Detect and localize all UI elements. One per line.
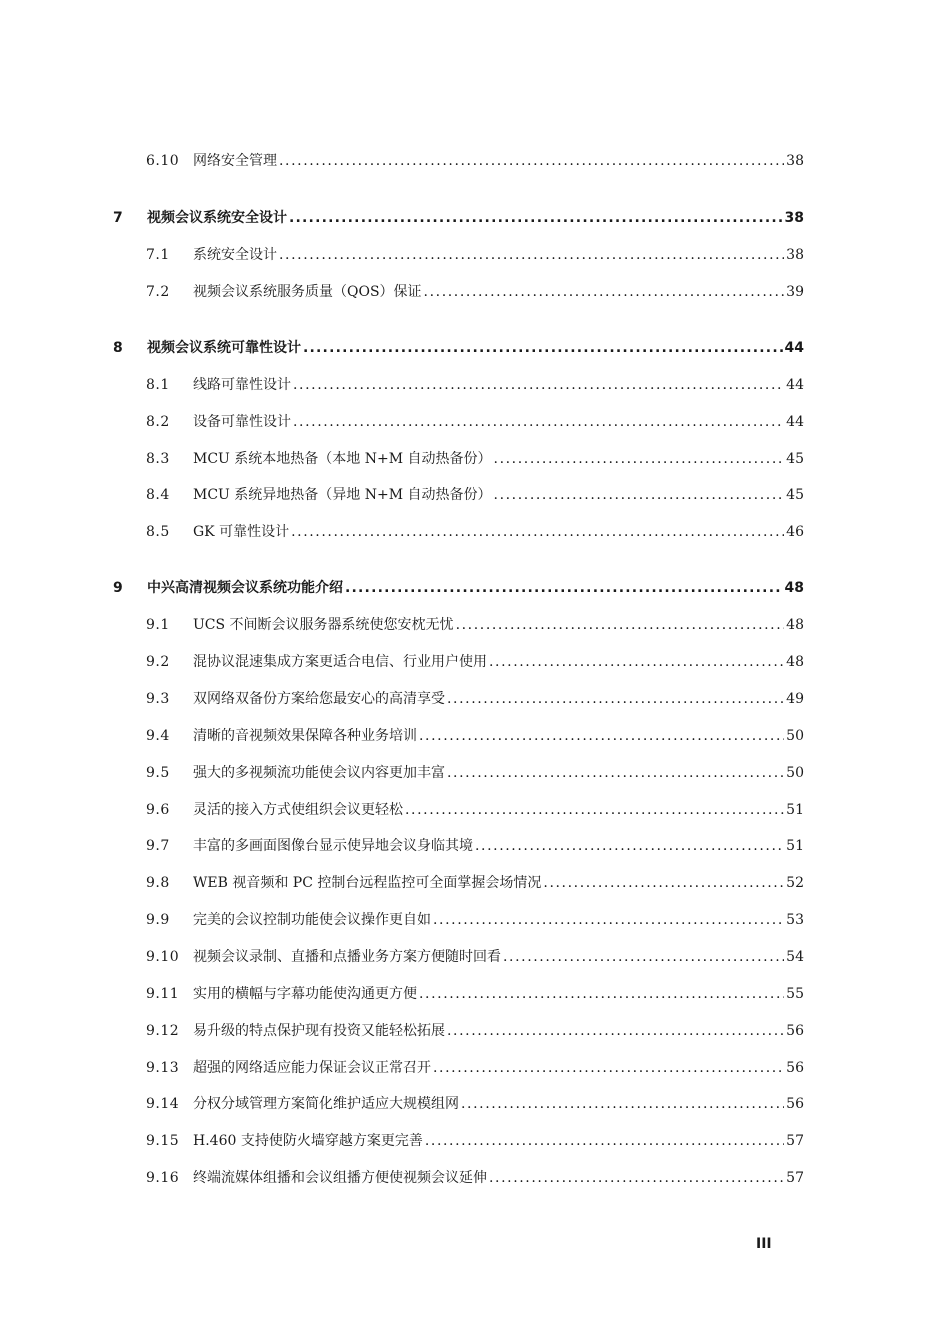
toc-entry-number: 9.12 <box>146 1023 180 1039</box>
toc-entry-page: 51 <box>786 838 804 854</box>
toc-chapter-entry[interactable] <box>113 208 804 228</box>
toc-section-entry[interactable] <box>146 689 804 709</box>
toc-entry-page: 50 <box>786 765 804 781</box>
toc-entry-page: 57 <box>786 1133 804 1149</box>
toc-leader-dots <box>303 338 783 358</box>
toc-entry-page: 45 <box>786 487 804 503</box>
toc-entry-title: 强大的多视频流功能使会议内容更加丰富 <box>193 765 445 781</box>
toc-leader-dots <box>503 947 784 967</box>
toc-leader-dots <box>489 1168 784 1188</box>
toc-entry-number: 6.10 <box>146 153 180 169</box>
toc-leader-dots <box>447 763 784 783</box>
toc-section-entry[interactable] <box>146 1094 804 1114</box>
toc-entry-number: 8.2 <box>146 414 170 430</box>
toc-chapter-entry[interactable] <box>113 338 804 358</box>
toc-leader-dots <box>279 151 784 171</box>
toc-leader-dots <box>543 873 784 893</box>
toc-entry-page: 38 <box>786 153 804 169</box>
toc-entry-page: 44 <box>784 340 804 356</box>
toc-leader-dots <box>293 412 784 432</box>
toc-entry-page: 38 <box>784 210 804 226</box>
toc-leader-dots <box>494 449 784 469</box>
toc-section-entry[interactable] <box>146 449 804 469</box>
toc-entry-title: 网络安全管理 <box>193 153 277 169</box>
toc-entry-title: MCU 系统异地热备（异地 N+M 自动热备份） <box>193 487 492 503</box>
toc-leader-dots <box>489 652 784 672</box>
toc-entry-title: 清晰的音视频效果保障各种业务培训 <box>193 728 417 744</box>
toc-leader-dots <box>447 689 784 709</box>
toc-entry-title: 设备可靠性设计 <box>193 414 291 430</box>
toc-section-entry[interactable] <box>146 245 804 265</box>
toc-entry-title: 线路可靠性设计 <box>193 377 291 393</box>
toc-entry-page: 56 <box>786 1096 804 1112</box>
toc-leader-dots <box>475 836 784 856</box>
toc-entry-page: 57 <box>786 1170 804 1186</box>
toc-entry-number: 8.3 <box>146 451 170 467</box>
toc-entry-number: 7.2 <box>146 284 170 300</box>
toc-leader-dots <box>291 522 784 542</box>
toc-section-entry[interactable] <box>146 615 804 635</box>
toc-entry-page: 39 <box>786 284 804 300</box>
toc-leader-dots <box>419 726 784 746</box>
toc-entry-title: 混协议混速集成方案更适合电信、行业用户使用 <box>193 654 487 670</box>
toc-section-entry[interactable] <box>146 836 804 856</box>
toc-leader-dots <box>424 282 784 302</box>
toc-entry-number: 9.14 <box>146 1096 180 1112</box>
toc-entry-number: 9.8 <box>146 875 170 891</box>
toc-entry-number: 9.9 <box>146 912 170 928</box>
toc-entry-page: 46 <box>786 524 804 540</box>
toc-entry-title: 易升级的特点保护现有投资又能轻松拓展 <box>193 1023 445 1039</box>
toc-leader-dots <box>425 1131 784 1151</box>
toc-entry-title: H.460 支持使防火墙穿越方案更完善 <box>193 1133 423 1149</box>
toc-entry-title: 超强的网络适应能力保证会议正常召开 <box>193 1060 431 1076</box>
toc-entry-title: 完美的会议控制功能使会议操作更自如 <box>193 912 431 928</box>
toc-entry-title: WEB 视音频和 PC 控制台远程监控可全面掌握会场情况 <box>193 875 542 891</box>
toc-chapter-entry[interactable] <box>113 578 804 598</box>
toc-section-entry[interactable] <box>146 1131 804 1151</box>
toc-entry-page: 48 <box>784 580 804 596</box>
toc-entry-page: 51 <box>786 802 804 818</box>
toc-leader-dots <box>289 208 783 228</box>
toc-entry-title: UCS 不间断会议服务器系统使您安枕无忧 <box>193 617 454 633</box>
toc-entry-number: 8.1 <box>146 377 170 393</box>
toc-entry-page: 55 <box>786 986 804 1002</box>
toc-entry-number: 9.15 <box>146 1133 180 1149</box>
toc-entry-number: 9.1 <box>146 617 170 633</box>
toc-entry-title: 系统安全设计 <box>193 247 277 263</box>
toc-entry-title: 丰富的多画面图像台显示使异地会议身临其境 <box>193 838 473 854</box>
toc-entry-title: GK 可靠性设计 <box>193 524 290 540</box>
toc-entry-number: 7 <box>113 210 123 226</box>
toc-entry-page: 53 <box>786 912 804 928</box>
toc-entry-number: 9.5 <box>146 765 170 781</box>
toc-section-entry[interactable] <box>146 910 804 930</box>
toc-entry-page: 54 <box>786 949 804 965</box>
toc-entry-number: 9.2 <box>146 654 170 670</box>
toc-section-entry[interactable] <box>146 763 804 783</box>
toc-entry-title: 双网络双备份方案给您最安心的高清享受 <box>193 691 445 707</box>
toc-entry-number: 9.3 <box>146 691 170 707</box>
toc-entry-page: 50 <box>786 728 804 744</box>
toc-leader-dots <box>405 800 784 820</box>
toc-section-entry[interactable] <box>146 984 804 1004</box>
toc-section-entry[interactable] <box>146 800 804 820</box>
toc-entry-title: 实用的横幅与字幕功能使沟通更方便 <box>193 986 417 1002</box>
toc-entry-page: 56 <box>786 1023 804 1039</box>
toc-section-entry[interactable] <box>146 282 804 302</box>
toc-leader-dots <box>279 245 784 265</box>
toc-entry-number: 9.16 <box>146 1170 180 1186</box>
toc-entry-page: 44 <box>786 377 804 393</box>
toc-leader-dots <box>433 1058 784 1078</box>
toc-entry-page: 49 <box>786 691 804 707</box>
toc-entry-title: 终端流媒体组播和会议组播方便使视频会议延伸 <box>193 1170 487 1186</box>
toc-entry-title: 视频会议录制、直播和点播业务方案方便随时回看 <box>193 949 501 965</box>
toc-leader-dots <box>293 375 784 395</box>
toc-entry-number: 8.4 <box>146 487 170 503</box>
toc-entry-number: 7.1 <box>146 247 170 263</box>
toc-entry-title: 中兴高清视频会议系统功能介绍 <box>147 580 343 596</box>
toc-leader-dots <box>433 910 784 930</box>
toc-entry-number: 9.7 <box>146 838 170 854</box>
toc-section-entry[interactable] <box>146 1021 804 1041</box>
toc-section-entry[interactable] <box>146 151 804 171</box>
toc-entry-number: 9 <box>113 580 123 596</box>
toc-section-entry[interactable] <box>146 522 804 542</box>
toc-entry-title: 视频会议系统安全设计 <box>147 210 287 226</box>
toc-entry-title: MCU 系统本地热备（本地 N+M 自动热备份） <box>193 451 492 467</box>
toc-entry-number: 8.5 <box>146 524 170 540</box>
toc-leader-dots <box>419 984 784 1004</box>
toc-entry-page: 48 <box>786 654 804 670</box>
toc-leader-dots <box>345 578 783 598</box>
toc-leader-dots <box>461 1094 784 1114</box>
toc-entry-page: 48 <box>786 617 804 633</box>
toc-section-entry[interactable] <box>146 726 804 746</box>
toc-entry-number: 9.4 <box>146 728 170 744</box>
page-number: III <box>756 1236 772 1252</box>
toc-entry-number: 9.13 <box>146 1060 180 1076</box>
toc-entry-title: 视频会议系统可靠性设计 <box>147 340 301 356</box>
toc-entry-page: 52 <box>786 875 804 891</box>
toc-entry-page: 56 <box>786 1060 804 1076</box>
toc-section-entry[interactable] <box>146 1168 804 1188</box>
toc-leader-dots <box>494 485 784 505</box>
toc-entry-number: 9.10 <box>146 949 180 965</box>
toc-section-entry[interactable] <box>146 485 804 505</box>
toc-entry-title: 灵活的接入方式使组织会议更轻松 <box>193 802 403 818</box>
toc-leader-dots <box>447 1021 784 1041</box>
toc-entry-page: 45 <box>786 451 804 467</box>
toc-section-entry[interactable] <box>146 873 804 893</box>
toc-entry-number: 9.6 <box>146 802 170 818</box>
toc-entry-number: 9.11 <box>146 986 180 1002</box>
toc-entry-page: 44 <box>786 414 804 430</box>
toc-entry-title: 分权分域管理方案简化维护适应大规模组网 <box>193 1096 459 1112</box>
toc-entry-title: 视频会议系统服务质量（QOS）保证 <box>193 284 422 300</box>
toc-section-entry[interactable] <box>146 947 804 967</box>
toc-section-entry[interactable] <box>146 652 804 672</box>
toc-section-entry[interactable] <box>146 1058 804 1078</box>
toc-section-entry[interactable] <box>146 412 804 432</box>
toc-entry-page: 38 <box>786 247 804 263</box>
toc-leader-dots <box>456 615 784 635</box>
toc-entry-number: 8 <box>113 340 123 356</box>
toc-section-entry[interactable] <box>146 375 804 395</box>
